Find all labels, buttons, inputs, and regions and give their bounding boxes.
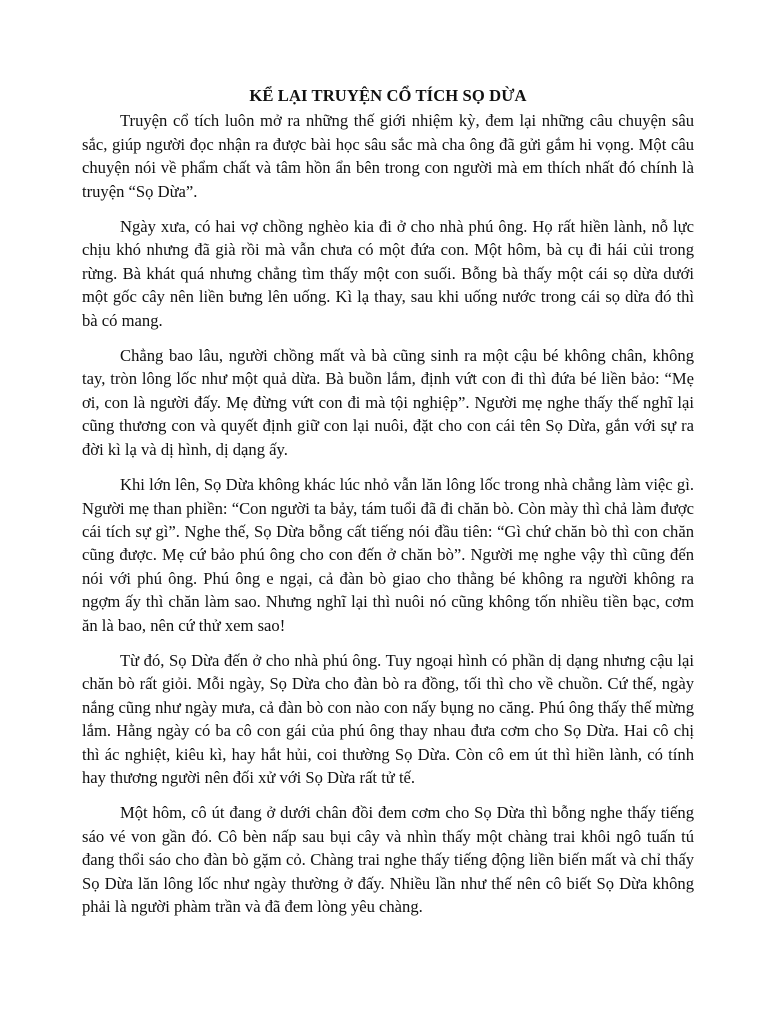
paragraph-4: Từ đó, Sọ Dừa đến ở cho nhà phú ông. Tuy ngoại hình có phần dị dạng nhưng cậu lại chăn bò rất giỏi. Mỗi ngày, Sọ Dừa cho đàn bò ra đồng, tối thì cho về chuồn. Cứ thế, ngày nắng cũng như ngày mưa, cả đàn bò con nào con nấy bụng no căng. Phú ông thấy thế mừng lắm. Hằng ngày có ba cô con gái của phú ông thay nhau đưa cơm cho Sọ Dừa. Hai cô chị thì ác nghiệt, kiêu kì, hay hắt hủi, coi thường Sọ Dừa. Còn cô em út thì hiền lành, có tính hay thương người nên đối xử với Sọ Dừa rất tử tế.	[82, 650, 694, 787]
paragraph-5: Một hôm, cô út đang ở dưới chân đồi đem cơm cho Sọ Dừa thì bỗng nghe thấy tiếng sáo vé von gần đó. Cô bèn nấp sau bụi cây và nhìn thấy một chàng trai khôi ngô tuấn tú đang thổi sáo cho đàn bò gặm cỏ. Chàng trai nghe thấy tiếng động liền biến mất và chỉ thấy Sọ Dừa lăn lông lốc như ngày thường ở đấy. Nhiều lần như thế nên cô biết Sọ Dừa không phải là người phàm trần và đã đem lòng yêu chàng.	[82, 803, 694, 916]
paragraph-3: Khi lớn lên, Sọ Dừa không khác lúc nhỏ vẫn lăn lông lốc trong nhà chẳng làm việc gì. Người mẹ than phiền: “Con người ta bảy, tám tuổi đã đi chăn bò. Còn mày thì chả làm được cái tích sự gì”. Nghe thế, Sọ Dừa bỗng cất tiếng nói đầu tiên: “Gì chứ chăn bò thì con chăn cũng được. Mẹ cứ bảo phú ông cho con đến ở chăn bò”. Người mẹ nghe vậy thì cũng đến nói với phú ông. Phú ông e ngại, cả đàn bò giao cho thằng bé không ra người không ra ngợm ấy thì chăn làm sao. Nhưng nghĩ lại thì nuôi nó cũng không tốn nhiều tiền bạc, cơm ăn là bao, nên cứ thử xem sao!	[82, 475, 694, 635]
document-title: KỂ LẠI TRUYỆN CỔ TÍCH SỌ DỪA	[249, 86, 527, 105]
document-page	[82, 84, 694, 930]
paragraph-intro: Truyện cổ tích luôn mở ra những thế giới nhiệm kỳ, đem lại những câu chuyện sâu sắc, giúp người đọc nhận ra được bài học sâu sắc mà cha ông đã gửi gắm hi vọng. Một câu chuyện nói về phẩm chất và tâm hồn ẩn bên trong con người mà em thích nhất đó chính là truyện “Sọ Dừa”.	[82, 111, 694, 201]
paragraph-2: Chẳng bao lâu, người chồng mất và bà cũng sinh ra một cậu bé không chân, không tay, tròn lông lốc như một quả dừa. Bà buồn lắm, định vứt con đi thì đứa bé liền bảo: “Mẹ ơi, con là người đấy. Mẹ đừng vứt con đi mà tội nghiệp”. Người mẹ nghe thấy thế nghĩ lại cũng thương con và quyết định giữ con lại nuôi, đặt cho con cái tên Sọ Dừa, gắn với sự ra đời kì lạ và dị hình, dị dạng ấy.	[82, 346, 694, 459]
paragraph-1: Ngày xưa, có hai vợ chồng nghèo kia đi ở cho nhà phú ông. Họ rất hiền lành, nỗ lực chịu khó nhưng đã già rồi mà vẫn chưa có một đứa con. Một hôm, bà cụ đi hái củi trong rừng. Bà khát quá nhưng chẳng tìm thấy một con suối. Bỗng bà thấy một cái sọ dừa dưới một gốc cây nên liền bưng lên uống. Kì lạ thay, sau khi uống nước trong cái sọ dừa đó thì bà có mang.	[82, 217, 694, 330]
